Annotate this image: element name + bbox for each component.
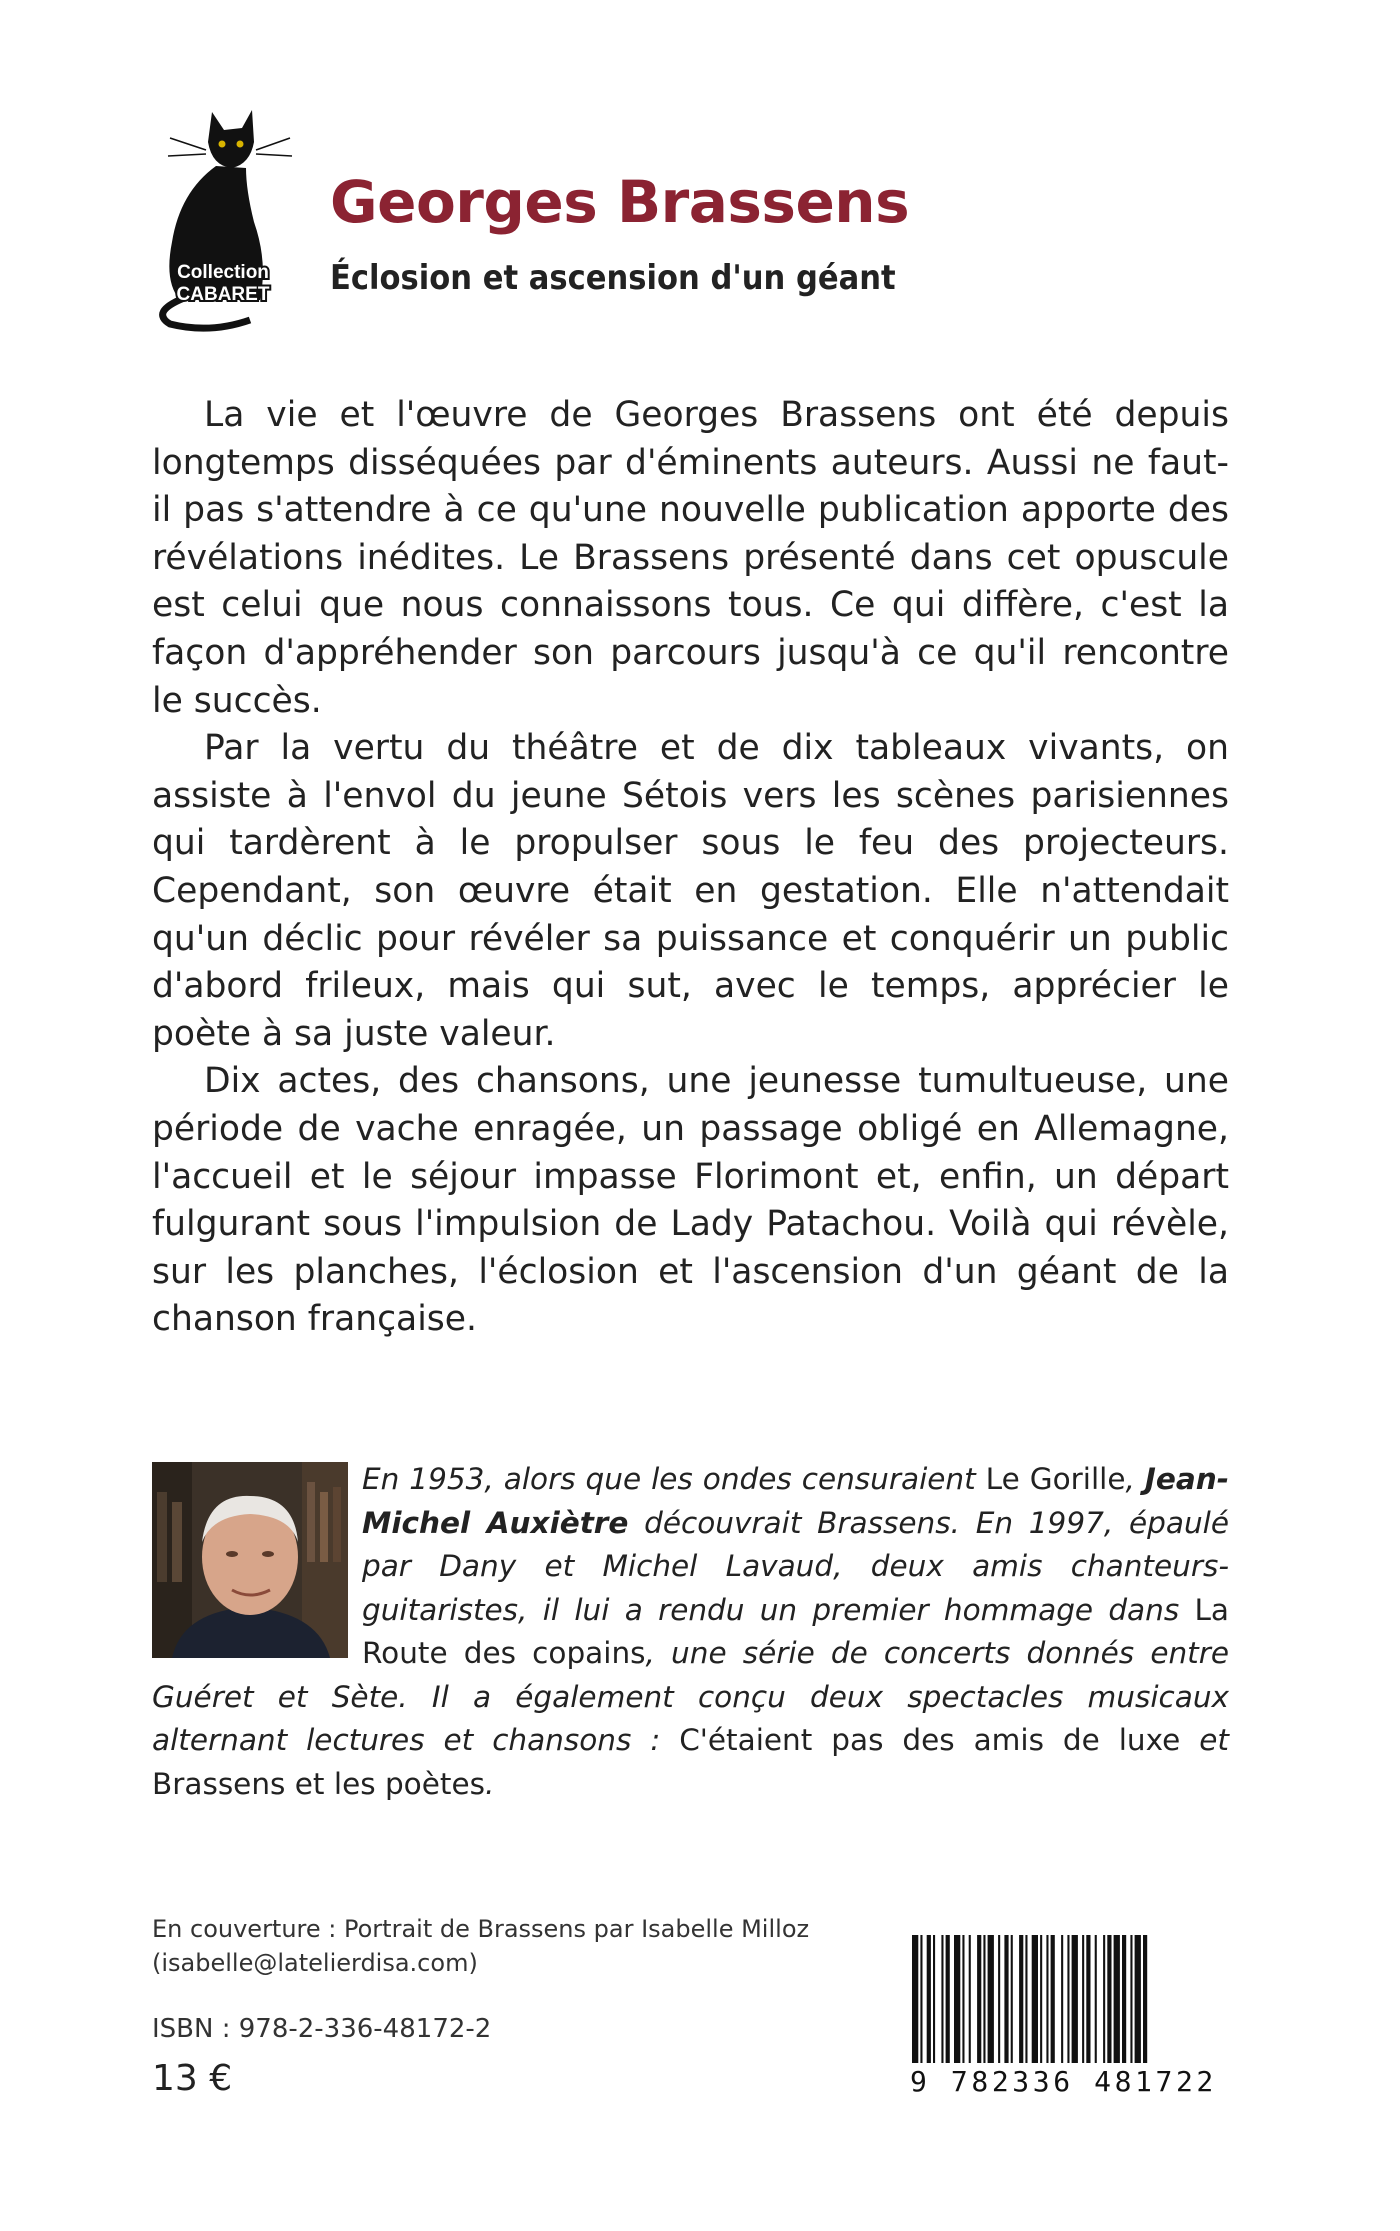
book-title: Georges Brassens — [330, 168, 910, 236]
logo-line2: CABARET — [176, 284, 270, 305]
cover-credits — [152, 1912, 852, 1980]
bio-segment: , — [1125, 1462, 1145, 1496]
cover-credit-line: En couverture : Portrait de Brassens par Isabelle Milloz — [152, 1915, 810, 1943]
bio-segment: . — [484, 1766, 495, 1801]
price: 13 € — [152, 2058, 233, 2099]
bio-segment: En 1953, alors que les ondes censuraient — [362, 1462, 986, 1496]
cover-credit-email: (isabelle@latelierdisa.com) — [152, 1949, 478, 1977]
bio-segment: et — [1180, 1723, 1229, 1757]
black-cat-icon — [150, 72, 300, 332]
isbn: ISBN : 978-2-336-48172-2 — [152, 2014, 492, 2044]
bio-segment: , une série de concerts donnés entre Guéret et Sète. Il a également conçu deux spectacles musicaux alternant lectures et chansons : — [152, 1636, 1230, 1757]
bio-segment: La Route des copains — [362, 1592, 1229, 1670]
blurb-paragraph-2: Par la vertu du théâtre et de dix tableaux vivants, on assiste à l'envol du jeune Sétois vers les scènes parisiennes qui tardèrent à le propulser sous le feu des projecteurs. Cependant, son œuvre était en gestation. Elle n'attendait qu'un déclic pour révéler sa puissance et conquérir un public d'abord frileux, mais qui sut, avec le temps, apprécier le poète à sa juste valeur. — [152, 728, 1229, 1054]
barcode — [910, 1935, 1230, 2097]
collection-cabaret-logo — [150, 72, 300, 332]
bio-segment: découvrait Brassens. En 1997, épaulé par Dany et Michel Lavaud, deux amis chanteurs-guitaristes, il lui a rendu un premier hommage dans — [362, 1505, 1229, 1627]
blurb-paragraph-1: La vie et l'œuvre de Georges Brassens ont été depuis longtemps disséquées par d'éminents auteurs. Aussi ne faut-il pas s'attendre à ce qu'une nouvelle publication apporte des révélations inédites. Le Brassens présenté dans cet opuscule est celui que nous connaissons tous. Ce qui diffère, c'est la façon d'appréhender son parcours jusqu'à ce qu'il rencontre le succès. — [152, 395, 1229, 721]
bio-segment: Le Gorille — [985, 1462, 1126, 1496]
back-cover-blurb — [152, 392, 1229, 1344]
barcode-digits: 9 782336 481722 — [910, 2065, 1217, 2098]
bio-segment: C'étaient pas des amis de luxe — [679, 1723, 1181, 1757]
bio-segment: Brassens et les poètes — [152, 1766, 485, 1801]
author-biography — [152, 1458, 1229, 1806]
barcode-icon — [910, 1935, 1230, 2063]
book-subtitle: Éclosion et ascension d'un géant — [330, 258, 896, 298]
author-name: Jean-Michel Auxiètre — [362, 1462, 1229, 1540]
blurb-paragraph-3: Dix actes, des chansons, une jeunesse tumultueuse, une période de vache enragée, un passage obligé en Allemagne, l'accueil et le séjour impasse Florimont et, enfin, un départ fulgurant sous l'impulsion de Lady Patachou. Voilà qui révèle, sur les planches, l'éclosion et l'ascension d'un géant de la chanson française. — [152, 1061, 1229, 1340]
logo-line1: Collection — [177, 262, 269, 283]
